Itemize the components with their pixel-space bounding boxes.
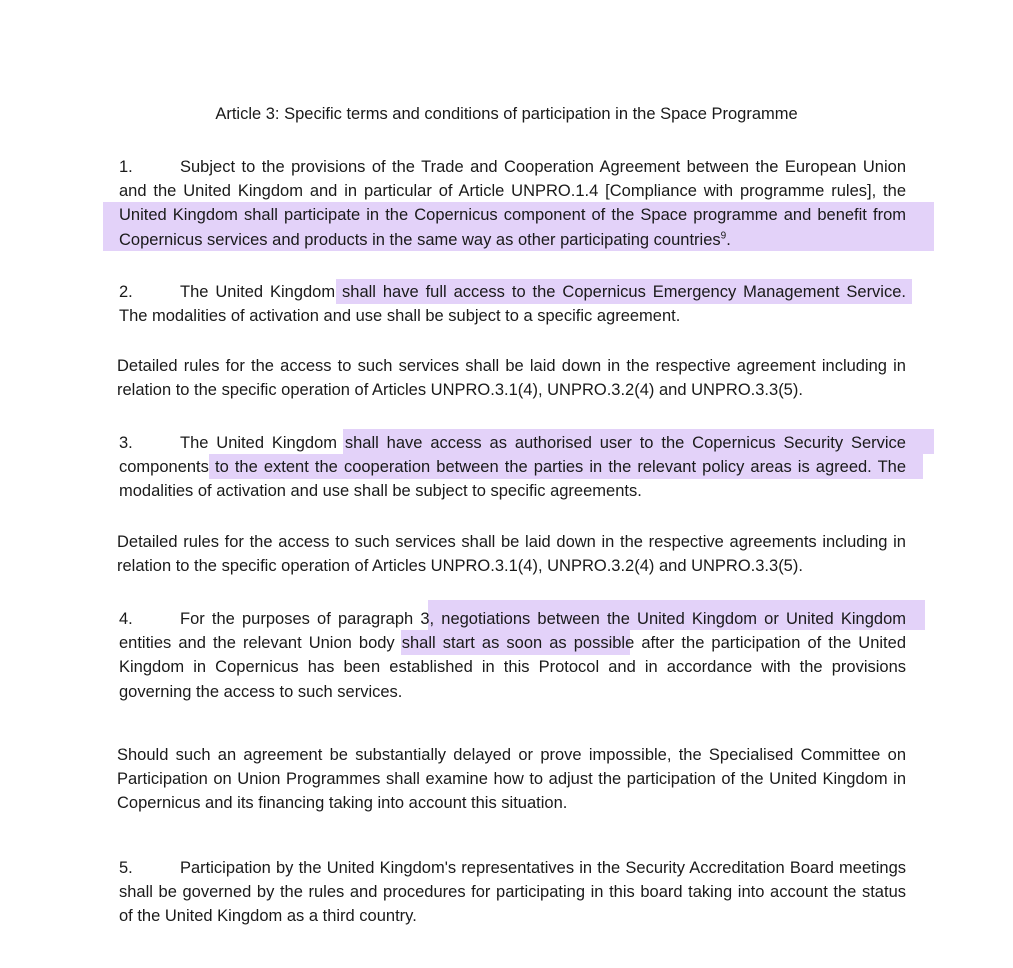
article-title: Article 3: Specific terms and conditions of participation in the Space Programme bbox=[215, 105, 798, 123]
paragraph-4 bbox=[119, 607, 906, 704]
paragraph-text: The United Kingdom shall have full access to the Copernicus Emergency Management Service. The modalities of activation and use shall be subject to a specific agreement. bbox=[119, 283, 906, 326]
paragraph-2 bbox=[119, 280, 906, 328]
paragraph-number: 1. bbox=[119, 158, 133, 176]
paragraph-number: 2. bbox=[119, 283, 133, 301]
paragraph-number: 5. bbox=[119, 859, 133, 877]
paragraph-number: 3. bbox=[119, 434, 133, 452]
paragraph-1 bbox=[119, 155, 906, 252]
paragraph-text: The United Kingdom shall have access as authorised user to the Copernicus Security Service components to the extent the cooperation between the parties in the relevant policy areas is agreed. The modalities of activation and use shall be subject to specific agreements. bbox=[119, 434, 906, 501]
paragraph-number: 4. bbox=[119, 610, 133, 628]
paragraph-3 bbox=[119, 431, 906, 504]
paragraph-5 bbox=[119, 856, 906, 929]
paragraph-text: Subject to the provisions of the Trade and Cooperation Agreement between the European Union and the United Kingdom and in particular of Article UNPRO.1.4 [Compliance with programme rules], the United Kingdom shall participate in the Copernicus component of the Space programme and benefit from Copernicus services and products in the same way as other participating countries bbox=[119, 158, 906, 249]
paragraph-end: . bbox=[726, 230, 731, 249]
paragraph-text: Participation by the United Kingdom's representatives in the Security Accreditation Board meetings shall be governed by the rules and procedures for participating in this board taking into account the status of the United Kingdom as a third country. bbox=[119, 859, 906, 926]
paragraph-2-detail: Detailed rules for the access to such services shall be laid down in the respective agreement including in relation to the specific operation of Articles UNPRO.3.1(4), UNPRO.3.2(4) and UNPRO.3.3(5). bbox=[117, 357, 906, 400]
footnote-ref[interactable]: 9 bbox=[720, 230, 727, 242]
paragraph-text: For the purposes of paragraph 3, negotiations between the United Kingdom or United Kingdom entities and the relevant Union body shall start as soon as possible after the participation of the United Kingdom in Copernicus has been established in this Protocol and in accordance with the provisions governing the access to such services. bbox=[119, 610, 906, 701]
paragraph-3-detail: Detailed rules for the access to such services shall be laid down in the respective agreements including in relation to the specific operation of Articles UNPRO.3.1(4), UNPRO.3.2(4) and UNPRO.3.3(5). bbox=[117, 533, 906, 576]
paragraph-4-followup: Should such an agreement be substantially delayed or prove impossible, the Specialised Committee on Participation on Union Programmes shall examine how to adjust the participation of the United Kingdom in Copernicus and its financing taking into account this situation. bbox=[117, 746, 906, 813]
